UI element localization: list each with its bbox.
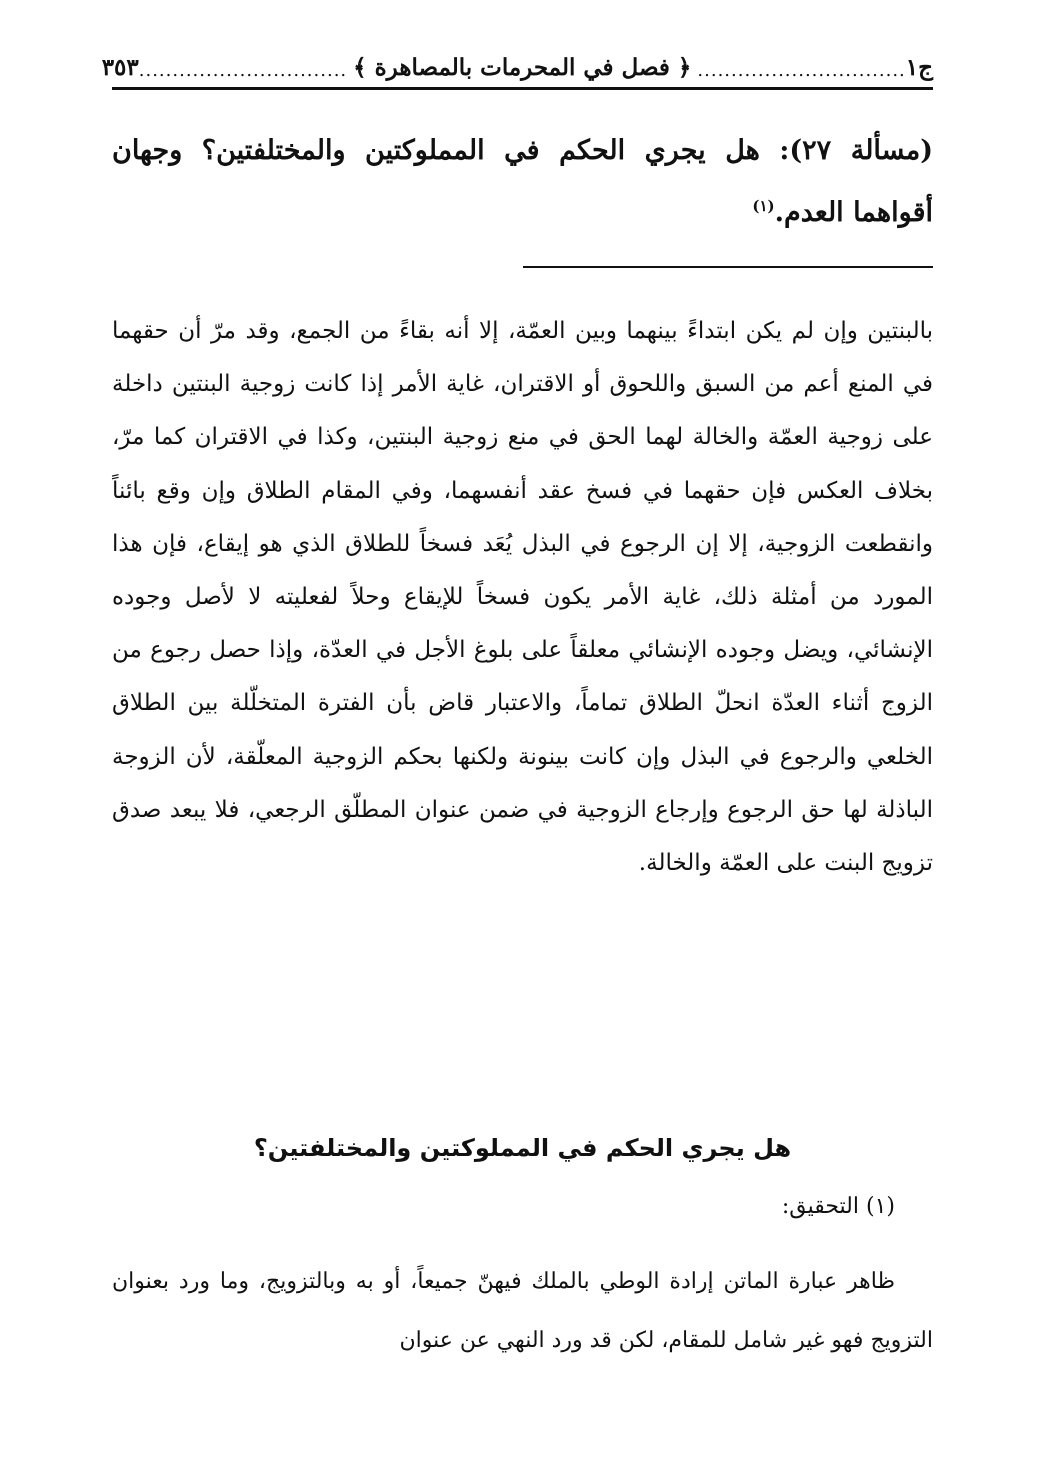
commentary-body: [112, 305, 933, 890]
question-text: (مسألة ٢٧): هل يجري الحكم في المملوكتين والمختلفتين؟ وجهان أقواهما العدم.: [112, 135, 933, 228]
leader-dots: ...............................: [138, 60, 348, 81]
leader-dots: ...............................: [697, 60, 906, 81]
footnote-paragraph: ظاهر عبارة الماتن إرادة الوطي بالملك فيهنّ جميعاً، أو به وبالتزويج، وما ورد بعنوان التزويج فهو غير شامل للمقام، لكن قد ورد النهي عن عنوان: [112, 1269, 933, 1353]
page-number: ٣٥٣: [101, 54, 139, 81]
subheading: هل يجري الحكم في المملوكتين والمختلفتين؟: [253, 1134, 792, 1162]
footnote-body: [112, 1252, 933, 1370]
chapter-title: ﴿ فصل في المحرمات بالمصاهرة ﴾: [353, 54, 692, 81]
body-paragraph: بالبنتين وإن لم يكن ابتداءً بينهما وبين العمّة، إلا أنه بقاءً من الجمع، وقد مرّ أن حقهما في المنع أعم من السبق واللحوق أو الاقتران، غاية الأمر إذا كانت زوجية البنتين داخلة على زوجية العمّة والخالة لهما الحق في منع زوجية البنتين، وكذا في الاقتران كما مرّ، بخلاف العكس فإن حقهما في فسخ عقد أنفسهما، وفي المقام الطلاق وإن وقع بائناً وانقطعت الزوجية، إلا إن الرجوع في البذل يُعَد فسخاً للطلاق الذي هو إيقاع، فإن هذا المورد من أمثلة ذلك، غاية الأمر يكون فسخاً للإيقاع وحلاً لفعليته لا لأصل وجوده الإنشائي، ويضل وجوده الإنشائي معلقاً على بلوغ الأجل في العدّة، وإذا حصل رجوع من الزوج أثناء العدّة انحلّ الطلاق تماماً، والاعتبار قاض بأن الفترة المتخلّلة بين الطلاق الخلعي والرجوع في البذل وإن كانت بينونة ولكنها بحكم الزوجية المعلّقة، لأن الزوجة الباذلة لها حق الرجوع وإرجاع الزوجية في ضمن عنوان المطلّق الرجعي، فلا يبعد صدق تزويج البنت على العمّة والخالة.: [112, 318, 933, 877]
footnote-label: (١) التحقيق:: [781, 1194, 895, 1219]
running-title: [139, 54, 906, 81]
question-heading: [112, 120, 933, 244]
volume-label: ج١: [905, 54, 933, 81]
section-divider: [523, 266, 933, 268]
footnote-reference: (١): [752, 197, 775, 215]
page-header: [101, 44, 933, 90]
